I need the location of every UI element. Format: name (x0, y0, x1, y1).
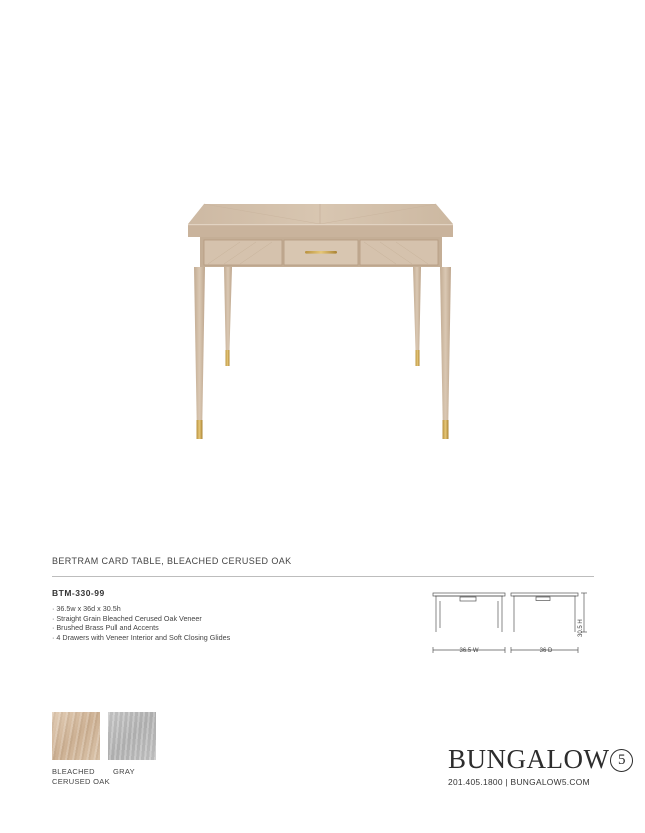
depth-dimension: 36 D (539, 648, 553, 654)
product-title: BERTRAM CARD TABLE, BLEACHED CERUSED OAK (52, 556, 292, 566)
swatch-label-line: GRAY (113, 767, 135, 776)
spec-item: · Straight Grain Bleached Cerused Oak Veneer (52, 614, 230, 624)
spec-item: · 36.5w x 36d x 30.5h (52, 604, 230, 614)
divider (52, 576, 594, 577)
height-dimension-label: 30.5 H (578, 619, 584, 637)
brand-logo (448, 744, 633, 775)
swatch-label-gray (113, 767, 135, 777)
brand-name: BUNGALOW (448, 744, 610, 774)
swatch-label-line: CERUSED OAK (52, 776, 110, 786)
height-dimension (578, 619, 584, 637)
product-sku: BTM-330-99 (52, 588, 105, 598)
product-image (180, 198, 465, 448)
spec-item: · 4 Drawers with Veneer Interior and Soft Closing Glides (52, 633, 230, 643)
swatch-bleached-cerused-oak[interactable] (52, 712, 100, 760)
swatch-gray[interactable] (108, 712, 156, 760)
swatch-label-oak (52, 767, 122, 786)
spec-item: · Brushed Brass Pull and Accents (52, 623, 230, 633)
spec-list (52, 604, 230, 642)
brand-contact[interactable]: 201.405.1800 | BUNGALOW5.COM (448, 777, 590, 787)
brand-mark: 5 (610, 749, 633, 772)
swatch-label-line: BLEACHED (52, 767, 95, 776)
width-dimension: 36.5 W (459, 648, 479, 654)
